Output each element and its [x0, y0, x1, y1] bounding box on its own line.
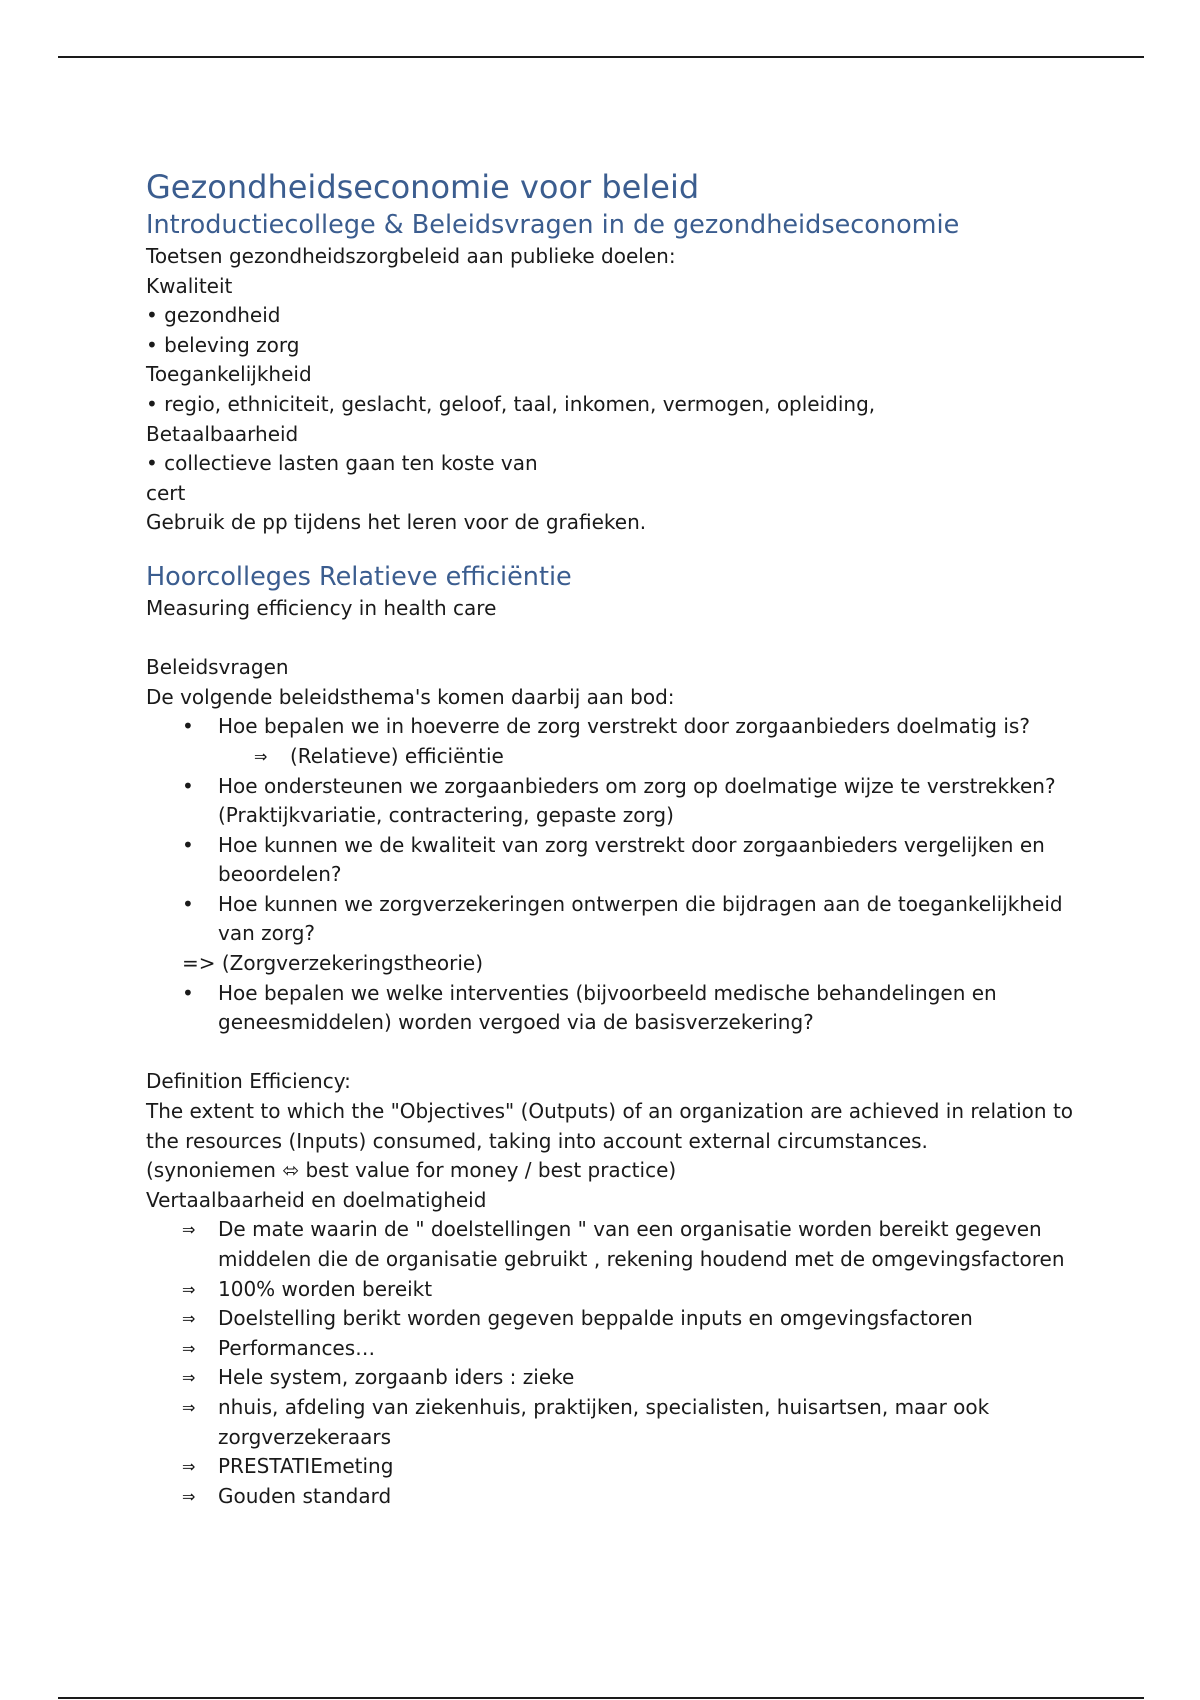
text-line: (synoniemen ⬄ best value for money / best practice) [146, 1158, 677, 1183]
text-line: Kwaliteit [146, 273, 233, 298]
bullet-icon: • [182, 773, 194, 798]
text-line: Definition Efficiency: [146, 1069, 351, 1094]
list-item: ⇒ 100% worden bereikt [146, 1275, 1066, 1305]
arrow-icon: ⇒ [182, 1457, 196, 1477]
text-line: The extent to which the "Objectives" (Outputs) of an organization are achieved in relation to [146, 1099, 1074, 1124]
arrow-icon: ⇒ [182, 1309, 196, 1329]
text-line: cert [146, 480, 186, 505]
policy-questions-list [146, 772, 1066, 950]
bullet-icon: • [182, 980, 194, 1005]
text-line: • beleving zorg [146, 332, 300, 357]
list-note: => (Zorgverzekeringstheorie) [182, 951, 484, 976]
text-line: Vertaalbaarheid en doelmatigheid [146, 1187, 487, 1212]
list-item: • Hoe ondersteunen we zorgaanbieders om zorg op doelmatige wijze te verstrekken? (Praktijkvariatie, contractering, gepaste zorg) [182, 773, 1056, 828]
efficiency-arrow-list [146, 1215, 1066, 1511]
text-line: Measuring efficiency in health care [146, 595, 497, 620]
arrow-icon: ⇒ [182, 1279, 196, 1299]
list-item: • Hoe bepalen we in hoeverre de zorg verstrekt door zorgaanbieders doelmatig is? [146, 712, 1066, 742]
section-heading-efficiency: Hoorcolleges Relatieve efficiëntie [146, 561, 572, 592]
text-line: Beleidsvragen [146, 655, 289, 680]
spacer [146, 624, 1066, 654]
list-item: ⇒ Doelstelling berikt worden gegeven beppalde inputs en omgevingsfactoren [146, 1304, 1066, 1334]
arrow-icon: ⇒ [182, 1486, 196, 1506]
bullet-icon: • [182, 832, 194, 857]
arrow-icon: ⇒ [182, 1220, 196, 1240]
arrow-icon: ⇒ [182, 1338, 196, 1358]
list-item: ⇒ Performances… [146, 1334, 1066, 1364]
list-item: ⇒ Hele system, zorgaanb iders : zieke [146, 1363, 1066, 1393]
list-item: • Hoe kunnen we de kwaliteit van zorg verstrekt door zorgaanbieders vergelijken en beoordelen? [182, 832, 1045, 887]
arrow-icon: ⇒ [182, 1397, 196, 1417]
arrow-icon: ⇒ [254, 746, 268, 766]
section-introduction-lines [146, 242, 1066, 538]
policy-questions-list [146, 712, 1066, 742]
text-line: De volgende beleidsthema's komen daarbij aan bod: [146, 684, 675, 709]
text-line: • collectieve lasten gaan ten koste van [146, 451, 538, 476]
document-body [146, 166, 1074, 1511]
list-item: • Hoe bepalen we welke interventies (bijvoorbeeld medische behandelingen en geneesmiddelen) worden vergoed via de basisverzekering? [182, 980, 997, 1035]
list-item: ⇒ nhuis, afdeling van ziekenhuis, praktijken, specialisten, huisartsen, maar ook zorgverzekeraars [182, 1394, 990, 1449]
document-title: Gezondheidseconomie voor beleid [146, 168, 700, 206]
arrow-icon: ⇒ [182, 1368, 196, 1388]
list-item: ⇒ De mate waarin de " doelstellingen " van een organisatie worden bereikt gegeven middelen die de organisatie gebruikt , rekening houdend met de omgevingsfactoren [182, 1217, 1065, 1271]
text-line: • regio, ethniciteit, geslacht, geloof, taal, inkomen, vermogen, opleiding, [146, 391, 876, 416]
text-line: Gebruik de pp tijdens het leren voor de grafieken. [146, 510, 647, 535]
list-subitem: ⇒ (Relatieve) efficiëntie [146, 742, 1066, 772]
header-rule [58, 56, 1144, 58]
text-line: the resources (Inputs) consumed, taking into account external circumstances. [146, 1128, 928, 1153]
spacer [146, 538, 1066, 560]
section-heading-introduction: Introductiecollege & Beleidsvragen in de gezondheidseconomie [146, 210, 960, 240]
footer-rule [58, 1697, 1144, 1699]
list-item: ⇒ PRESTATIEmeting [146, 1452, 1066, 1482]
text-line: Toetsen gezondheidszorgbeleid aan publieke doelen: [146, 244, 676, 268]
text-line: • gezondheid [146, 303, 281, 328]
text-line: Betaalbaarheid [146, 421, 299, 446]
list-item: • Hoe kunnen we zorgverzekeringen ontwerpen die bijdragen aan de toegankelijkheid van zorg? [182, 891, 1063, 946]
text-line: Toegankelijkheid [146, 362, 312, 387]
list-item: ⇒ Gouden standard [146, 1482, 1066, 1512]
spacer [146, 1038, 1066, 1068]
policy-questions-list [146, 979, 1066, 1038]
bullet-icon: • [182, 891, 194, 916]
bullet-icon: • [182, 714, 194, 739]
